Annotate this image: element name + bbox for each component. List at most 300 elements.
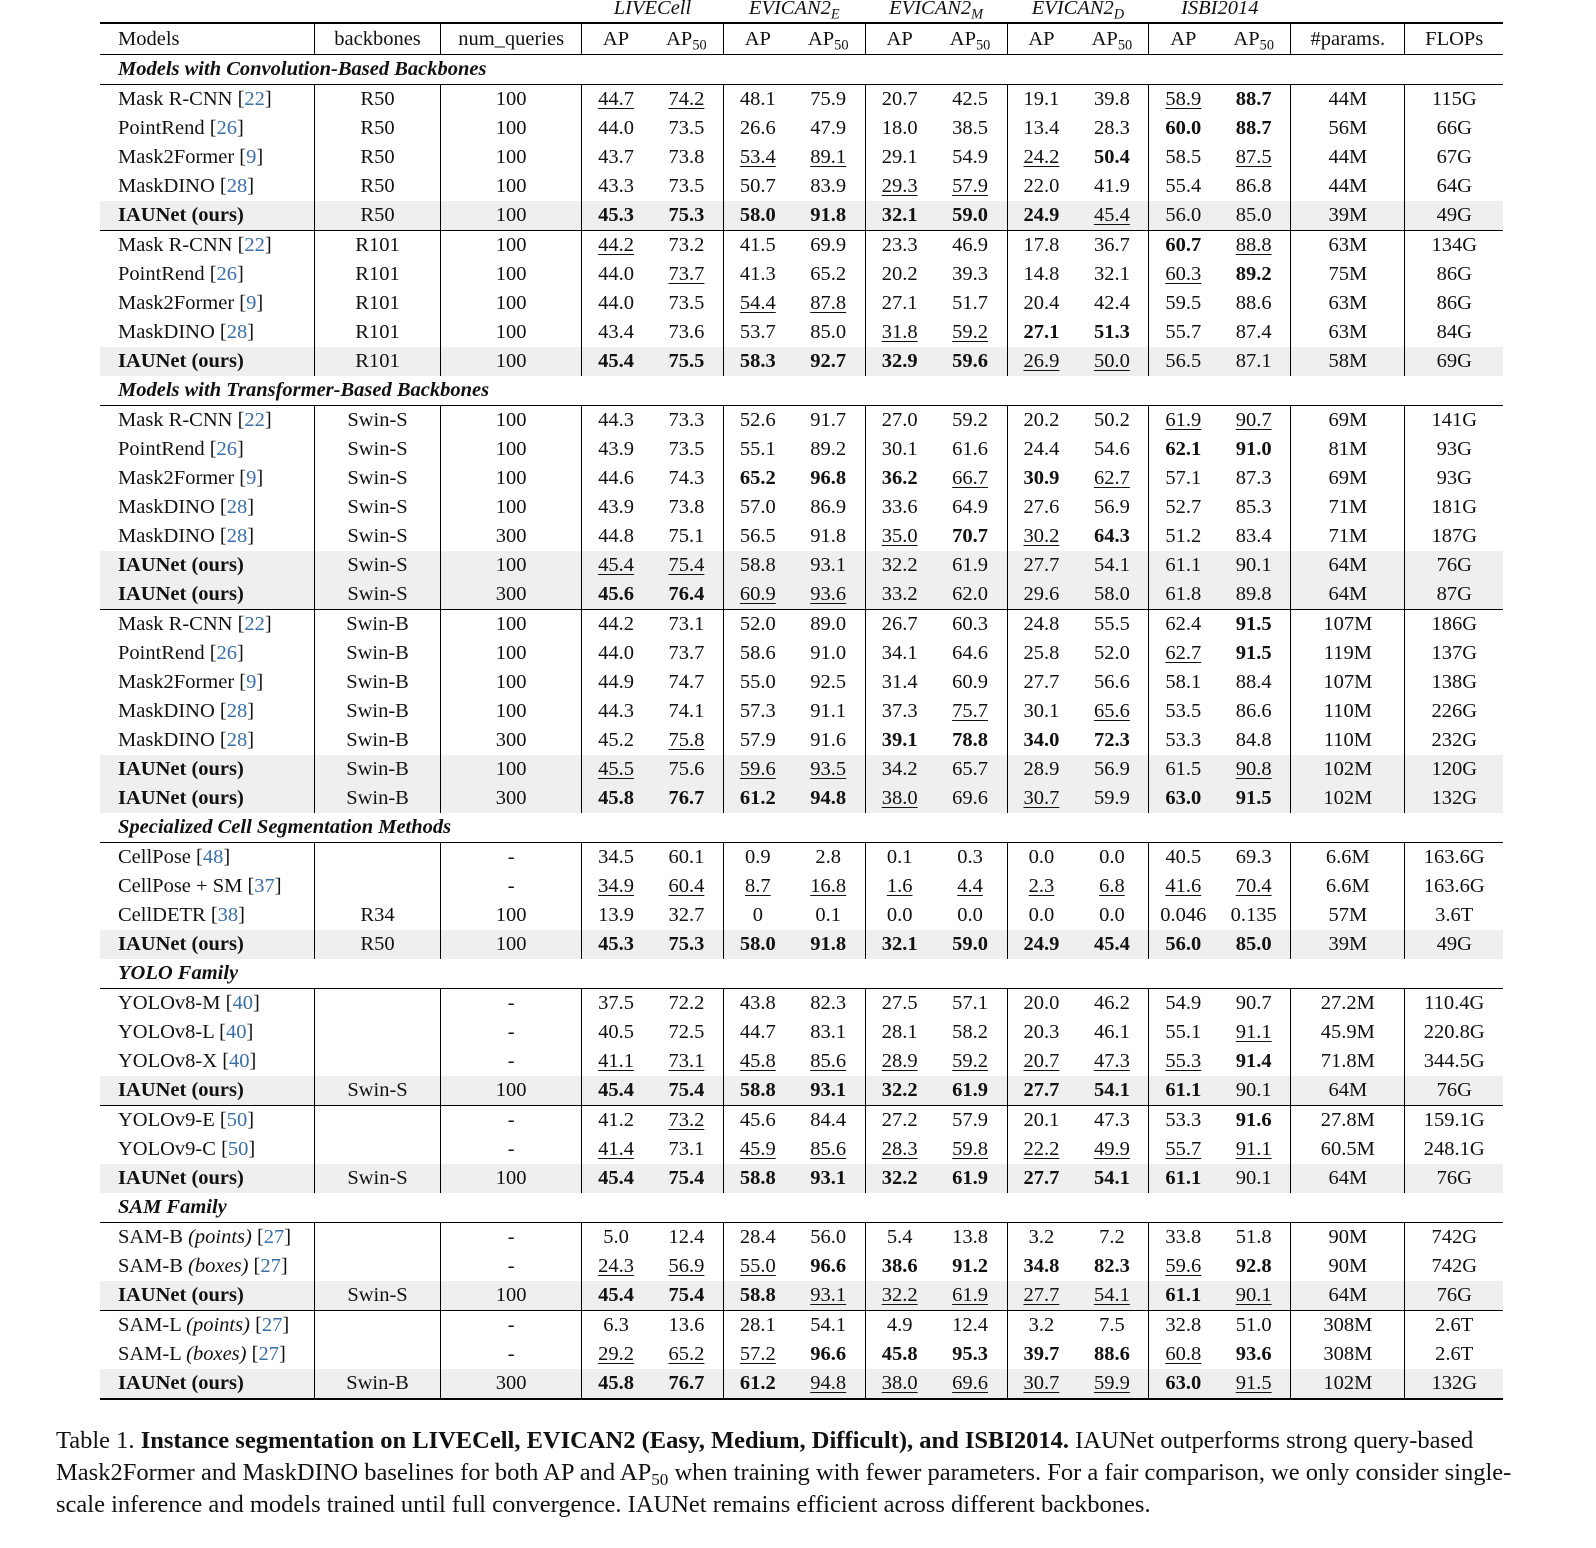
table-row [100, 901, 1503, 930]
ap-cell [1149, 464, 1217, 493]
ap50-cell [934, 1340, 1007, 1369]
metric-value: 58.5 [1165, 146, 1202, 168]
citation-link: 28 [226, 321, 248, 343]
metric-value: 75.4 [668, 1079, 705, 1101]
metric-value: 12.4 [952, 1314, 988, 1336]
metric-value: 88.6 [1093, 1343, 1130, 1365]
num-queries-cell: 100 [441, 639, 582, 668]
citation-link: 22 [244, 409, 265, 431]
num-queries-cell: 300 [441, 522, 582, 551]
params-cell: 71M [1291, 522, 1405, 551]
metric-value: 44.8 [598, 525, 634, 547]
metric-value: 27.2 [881, 1109, 918, 1131]
metric-value: 64.6 [952, 642, 988, 664]
ap-cell [723, 493, 791, 522]
ap50-cell [792, 610, 865, 640]
citation-link: 28 [226, 496, 248, 518]
metric-value: 30.7 [1023, 1372, 1060, 1394]
table-row [100, 406, 1503, 436]
ap50-cell [650, 901, 723, 930]
ap-cell [865, 1223, 933, 1253]
model-name: SAM-L [118, 1314, 182, 1336]
ap50-cell [934, 901, 1007, 930]
ap-cell [1007, 639, 1075, 668]
ap50-cell [934, 1369, 1007, 1399]
ap50-cell [934, 464, 1007, 493]
ap50-cell [1217, 435, 1290, 464]
ap-cell [1007, 231, 1075, 261]
metric-value: 27.5 [881, 992, 918, 1014]
metric-value: 58.8 [739, 1284, 776, 1306]
caption-body-text-end: when training with fewer parameters. For a fair comparison, we only consider single-scale inference and models trained until full convergence. IAUNet remains efficient across different backbones. [56, 1459, 1512, 1518]
ap-cell [582, 1076, 650, 1106]
params-cell: 90M [1291, 1252, 1405, 1281]
ap50-cell [934, 493, 1007, 522]
citation-link: 9 [246, 292, 257, 314]
backbone-cell: R50 [314, 930, 441, 959]
metric-value: 53.5 [1165, 700, 1202, 722]
metric-value: 31.8 [881, 321, 918, 343]
ap-cell [865, 1252, 933, 1281]
params-cell: 69M [1291, 406, 1405, 436]
metric-value: 43.9 [598, 438, 634, 460]
metric-value: 54.4 [739, 292, 776, 314]
section-title: Models with Convolution-Based Backbones [100, 55, 1503, 85]
table-row [100, 493, 1503, 522]
metric-value: 61.9 [952, 1284, 988, 1306]
ap50-cell [1217, 697, 1290, 726]
ap50-cell [1075, 930, 1148, 959]
ap50-cell [1217, 610, 1290, 640]
ap50-cell [792, 85, 865, 115]
ap50-cell [934, 1076, 1007, 1106]
ap50-cell [934, 668, 1007, 697]
metric-value: 61.2 [739, 787, 776, 809]
backbone-cell: R101 [314, 347, 441, 376]
ap50-cell [934, 726, 1007, 755]
metric-value: 75.5 [668, 350, 705, 372]
metric-value: 50.0 [1093, 350, 1130, 372]
ap-cell [1007, 697, 1075, 726]
ap-cell [865, 1135, 933, 1164]
table-row [100, 784, 1503, 813]
flops-cell: 248.1G [1405, 1135, 1503, 1164]
ap50-cell [1217, 1106, 1290, 1136]
metric-value: 76.7 [668, 787, 705, 809]
metric-value: 34.9 [598, 875, 634, 897]
metric-value: 56.5 [1165, 350, 1202, 372]
ap50-cell [792, 1252, 865, 1281]
ap50-cell [792, 1369, 865, 1399]
ap-cell [723, 1281, 791, 1311]
column-header-ap50-text: AP [666, 27, 693, 50]
flops-cell: 159.1G [1405, 1106, 1503, 1136]
metric-value: 29.6 [1023, 583, 1060, 605]
metric-value: 59.2 [952, 321, 988, 343]
ap50-cell [792, 347, 865, 376]
ap-cell [582, 1281, 650, 1311]
model-name: IAUNet (ours) [118, 583, 244, 605]
dataset-name: EVICAN2 [748, 0, 831, 19]
ap50-cell [792, 435, 865, 464]
ap-cell [582, 114, 650, 143]
ap-cell [1149, 901, 1217, 930]
metric-value: 45.6 [598, 583, 634, 605]
metric-value: 48.1 [739, 88, 776, 110]
ap50-cell [1217, 551, 1290, 580]
ap50-cell [1217, 872, 1290, 901]
metric-value: 45.4 [598, 350, 634, 372]
ap50-cell [934, 551, 1007, 580]
model-name-cell: Mask R-CNN [22] [118, 88, 272, 110]
metric-value: 73.1 [668, 1138, 705, 1160]
metric-value: 45.6 [739, 1109, 776, 1131]
ap-cell [1149, 726, 1217, 755]
section-header-row [100, 959, 1503, 989]
ap50-cell [1075, 1135, 1148, 1164]
model-name-cell: PointRend [26] [118, 117, 244, 139]
metric-value: 44.0 [598, 642, 634, 664]
metric-value: 84.4 [810, 1109, 847, 1131]
ap-cell [1007, 347, 1075, 376]
metric-value: 91.6 [1235, 1109, 1272, 1131]
ap50-cell [1075, 755, 1148, 784]
metric-value: 53.4 [739, 146, 776, 168]
ap50-cell [1217, 1135, 1290, 1164]
flops-cell: 120G [1405, 755, 1503, 784]
metric-value: 16.8 [810, 875, 847, 897]
metric-value: 34.2 [881, 758, 918, 780]
table-row [100, 114, 1503, 143]
ap-cell [723, 784, 791, 813]
params-cell: 39M [1291, 930, 1405, 959]
model-name-cell: SAM-B (boxes) [27] [118, 1255, 288, 1277]
metric-value: 91.6 [810, 729, 847, 751]
metric-value: 30.2 [1023, 525, 1060, 547]
metric-value: 72.3 [1093, 729, 1130, 751]
table-row [100, 143, 1503, 172]
flops-cell: 84G [1405, 318, 1503, 347]
metric-value: 75.6 [668, 758, 705, 780]
metric-value: 61.1 [1165, 554, 1202, 576]
ap50-cell [650, 1252, 723, 1281]
metric-value: 43.7 [598, 146, 634, 168]
citation-link: 40 [232, 992, 253, 1014]
backbone-cell [314, 1223, 441, 1253]
metric-value: 86.8 [1235, 175, 1272, 197]
num-queries-cell: 300 [441, 580, 582, 610]
ap-cell [582, 610, 650, 640]
flops-cell: 163.6G [1405, 872, 1503, 901]
ap-cell [1149, 289, 1217, 318]
flops-cell: 137G [1405, 639, 1503, 668]
metric-value: 27.7 [1023, 554, 1060, 576]
ap50-cell [1075, 172, 1148, 201]
metric-value: 75.8 [668, 729, 705, 751]
model-name: IAUNet (ours) [118, 787, 244, 809]
num-queries-cell: - [441, 1047, 582, 1076]
metric-value: 51.0 [1235, 1314, 1272, 1336]
num-queries-cell: 100 [441, 551, 582, 580]
metric-value: 93.6 [1235, 1343, 1272, 1365]
ap50-cell [934, 406, 1007, 436]
ap-cell [723, 114, 791, 143]
metric-value: 34.1 [881, 642, 918, 664]
metric-value: 2.3 [1028, 875, 1055, 897]
ap50-cell [650, 551, 723, 580]
metric-value: 39.8 [1093, 88, 1130, 110]
table-row [100, 1223, 1503, 1253]
ap-cell [1007, 610, 1075, 640]
metric-value: 44.0 [598, 117, 634, 139]
metric-value: 55.0 [739, 671, 776, 693]
params-cell: 102M [1291, 755, 1405, 784]
ap50-cell [792, 172, 865, 201]
ap50-cell [1217, 289, 1290, 318]
model-name-cell: PointRend [26] [118, 263, 244, 285]
metric-value: 73.6 [668, 321, 705, 343]
ap50-cell [792, 318, 865, 347]
metric-value: 39.1 [881, 729, 918, 751]
ap50-cell [650, 1018, 723, 1047]
metric-value: 39.3 [952, 263, 988, 285]
metric-value: 73.8 [668, 496, 705, 518]
table-row [100, 697, 1503, 726]
ap50-cell [650, 1047, 723, 1076]
metric-value: 89.8 [1235, 583, 1272, 605]
params-cell: 107M [1291, 668, 1405, 697]
backbone-cell: Swin-B [314, 784, 441, 813]
metric-value: 24.9 [1023, 204, 1060, 226]
ap-cell [1149, 1135, 1217, 1164]
model-name-cell [100, 347, 314, 376]
ap-cell [723, 260, 791, 289]
metric-value: 59.9 [1093, 787, 1130, 809]
ap50-cell [1075, 318, 1148, 347]
ap-cell [865, 1340, 933, 1369]
metric-value: 45.4 [598, 1079, 634, 1101]
metric-value: 33.8 [1165, 1226, 1202, 1248]
ap50-cell [934, 260, 1007, 289]
model-name: IAUNet (ours) [118, 1167, 244, 1189]
ap50-cell [650, 289, 723, 318]
ap50-cell [934, 522, 1007, 551]
metric-value: 69.3 [1235, 846, 1272, 868]
metric-value: 44.7 [598, 88, 634, 110]
ap-cell [865, 493, 933, 522]
metric-value: 44.2 [598, 234, 634, 256]
ap50-cell [934, 201, 1007, 231]
table-row [100, 872, 1503, 901]
flops-cell: 181G [1405, 493, 1503, 522]
ap-cell [1149, 201, 1217, 231]
section-header-row [100, 813, 1503, 843]
ap50-cell [792, 843, 865, 873]
dataset-name: EVICAN2 [889, 0, 972, 19]
metric-value: 46.9 [952, 234, 988, 256]
metric-value: 72.5 [668, 1021, 705, 1043]
metric-value: 59.2 [952, 1050, 988, 1072]
metric-value: 87.8 [810, 292, 847, 314]
metric-value: 82.3 [810, 992, 847, 1014]
metric-value: 32.1 [881, 933, 918, 955]
metric-value: 57.1 [1165, 467, 1202, 489]
ap-cell [865, 639, 933, 668]
params-cell: 64M [1291, 580, 1405, 610]
metric-value: 56.6 [1093, 671, 1130, 693]
metric-value: 45.8 [598, 1372, 634, 1394]
metric-value: 73.5 [668, 117, 705, 139]
model-name-cell: MaskDINO [28] [118, 175, 255, 197]
caption-label: Table 1. [56, 1427, 135, 1454]
metric-value: 58.8 [739, 1167, 776, 1189]
ap50-cell [1075, 901, 1148, 930]
ap-cell [723, 930, 791, 959]
metric-value: 91.1 [1235, 1138, 1272, 1160]
table-row [100, 1047, 1503, 1076]
metric-value: 28.9 [881, 1050, 918, 1072]
model-variant: (points) [188, 1226, 252, 1248]
flops-cell: 232G [1405, 726, 1503, 755]
metric-value: 54.1 [1093, 1079, 1130, 1101]
params-cell: 58M [1291, 347, 1405, 376]
citation-link: 48 [202, 846, 224, 868]
flops-cell: 742G [1405, 1223, 1503, 1253]
ap50-cell [650, 989, 723, 1019]
citation-link: 28 [226, 525, 248, 547]
ap-cell [1007, 201, 1075, 231]
ap-cell [865, 551, 933, 580]
citation-link: 50 [227, 1138, 249, 1160]
ap-cell [582, 901, 650, 930]
flops-cell: 76G [1405, 551, 1503, 580]
metric-value: 55.1 [739, 438, 776, 460]
model-name-cell: CellPose + SM [37] [118, 875, 282, 897]
ap-cell [865, 726, 933, 755]
ap-cell [1007, 1252, 1075, 1281]
ap50-cell [934, 289, 1007, 318]
ap-cell [865, 347, 933, 376]
metric-value: 0.135 [1230, 904, 1277, 926]
metric-value: 27.1 [1023, 321, 1060, 343]
ap50-cell [1075, 551, 1148, 580]
ap50-cell [1075, 435, 1148, 464]
backbone-cell [314, 1106, 441, 1136]
ap-cell [865, 755, 933, 784]
metric-value: 57.9 [739, 729, 776, 751]
ap-cell [1007, 464, 1075, 493]
model-name-cell: MaskDINO [28] [118, 525, 255, 547]
table-row [100, 639, 1503, 668]
dataset-header [1149, 0, 1291, 23]
ap50-cell [1075, 1047, 1148, 1076]
model-name: CellDETR [118, 904, 206, 926]
metric-value: 51.2 [1165, 525, 1202, 547]
ap-cell [723, 1223, 791, 1253]
flops-cell: 86G [1405, 289, 1503, 318]
ap-cell [723, 580, 791, 610]
ap-cell [865, 1106, 933, 1136]
ap-cell [723, 726, 791, 755]
model-name-cell: SAM-L (boxes) [27] [118, 1343, 286, 1365]
params-cell: 44M [1291, 85, 1405, 115]
metric-value: 51.7 [952, 292, 988, 314]
metric-value: 32.8 [1165, 1314, 1202, 1336]
model-name-cell: YOLOv8-L [40] [118, 1021, 254, 1043]
ap50-cell [1075, 260, 1148, 289]
ap50-cell [1075, 784, 1148, 813]
ap50-cell [934, 989, 1007, 1019]
metric-value: 92.8 [1235, 1255, 1272, 1277]
ap50-cell [792, 201, 865, 231]
metric-value: 0.0 [1099, 904, 1125, 926]
metric-value: 87.1 [1235, 350, 1272, 372]
ap50-cell [1217, 347, 1290, 376]
flops-cell: 2.6T [1405, 1340, 1503, 1369]
metric-value: 61.9 [952, 1167, 988, 1189]
metric-value: 94.8 [810, 787, 847, 809]
metric-value: 22.0 [1023, 175, 1060, 197]
ap-cell [1007, 1076, 1075, 1106]
metric-value: 91.1 [1235, 1021, 1272, 1043]
metric-value: 41.3 [739, 263, 776, 285]
ap-cell [723, 1018, 791, 1047]
ap50-cell [1075, 347, 1148, 376]
metric-value: 91.0 [810, 642, 847, 664]
ap-cell [723, 318, 791, 347]
metric-value: 45.4 [598, 554, 634, 576]
ap-cell [723, 231, 791, 261]
ap50-cell [1075, 143, 1148, 172]
model-name: CellPose + SM [118, 875, 243, 897]
backbone-cell: Swin-S [314, 551, 441, 580]
citation-link: 38 [217, 904, 239, 926]
citation-link: 50 [226, 1109, 248, 1131]
metric-value: 28.3 [1093, 117, 1130, 139]
table-row [100, 755, 1503, 784]
ap-cell [582, 1047, 650, 1076]
metric-value: 45.8 [598, 787, 634, 809]
params-cell: 57M [1291, 901, 1405, 930]
ap50-cell [934, 930, 1007, 959]
ap50-cell [934, 1223, 1007, 1253]
num-queries-cell: 100 [441, 1076, 582, 1106]
metric-value: 6.3 [603, 1314, 629, 1336]
column-header-ap50 [1217, 23, 1290, 55]
metric-value: 88.6 [1235, 292, 1272, 314]
num-queries-cell: 100 [441, 1281, 582, 1311]
flops-cell: 132G [1405, 784, 1503, 813]
table-row [100, 551, 1503, 580]
citation-link: 28 [226, 700, 248, 722]
model-name: SAM-B [118, 1226, 183, 1248]
ap50-cell [934, 755, 1007, 784]
metric-value: 88.7 [1235, 117, 1272, 139]
ap-cell [582, 755, 650, 784]
dataset-subscript: M [971, 6, 984, 23]
ap50-cell [650, 610, 723, 640]
ap50-cell [1217, 580, 1290, 610]
metric-value: 74.1 [668, 700, 705, 722]
column-header-flops: FLOPs [1405, 23, 1503, 55]
num-queries-cell: 100 [441, 1164, 582, 1193]
metric-value: 88.4 [1235, 671, 1272, 693]
ap-cell [1007, 1047, 1075, 1076]
ap-cell [1149, 668, 1217, 697]
ap50-cell [650, 1369, 723, 1399]
ap-cell [1007, 843, 1075, 873]
ap50-cell [1075, 464, 1148, 493]
